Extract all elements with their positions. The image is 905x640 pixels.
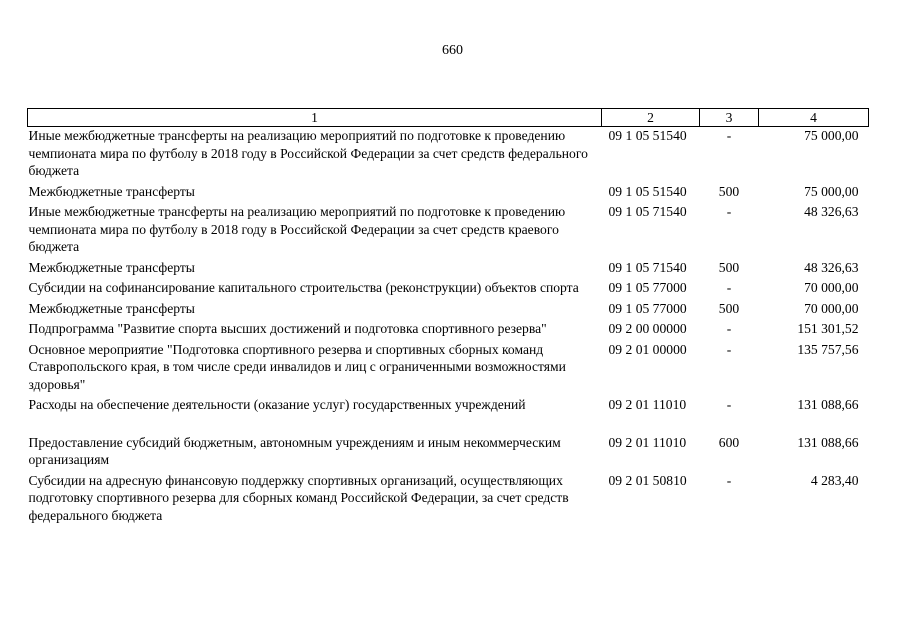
row-amount: 70 000,00 bbox=[804, 300, 859, 316]
row-amount: 135 757,56 bbox=[797, 341, 859, 357]
table-row bbox=[28, 183, 869, 204]
table-row bbox=[28, 203, 869, 259]
row-type: - bbox=[726, 321, 732, 336]
row-type: - bbox=[726, 472, 732, 488]
page-number: 660 bbox=[442, 43, 463, 58]
column-header-4: 4 bbox=[759, 109, 869, 127]
table-row bbox=[28, 127, 869, 183]
row-code: 09 2 01 11010 bbox=[608, 397, 687, 412]
row-amount: 75 000,00 bbox=[804, 183, 859, 199]
row-type: 500 bbox=[718, 183, 740, 199]
table-row bbox=[28, 320, 869, 341]
column-header-2: 2 bbox=[602, 109, 700, 127]
table-row bbox=[28, 396, 869, 434]
row-type: - bbox=[726, 204, 732, 219]
row-name: Предоставление субсидий бюджетным, автономным учреждениям и иным некоммерческим организациям bbox=[28, 434, 561, 467]
row-amount: 151 301,52 bbox=[797, 321, 859, 336]
table-row bbox=[28, 472, 869, 528]
column-header-3: 3 bbox=[700, 109, 759, 127]
row-type: - bbox=[726, 397, 732, 412]
row-name: Межбюджетные трансферты bbox=[28, 183, 195, 199]
table-row bbox=[28, 341, 869, 397]
row-code: 09 1 05 51540 bbox=[608, 183, 687, 199]
row-name: Межбюджетные трансферты bbox=[28, 259, 195, 275]
table-row bbox=[28, 259, 869, 280]
row-code: 09 1 05 71540 bbox=[608, 204, 687, 219]
row-amount: 75 000,00 bbox=[804, 128, 859, 143]
row-type: 500 bbox=[718, 300, 740, 316]
row-type: - bbox=[726, 341, 732, 357]
row-code: 09 1 05 51540 bbox=[608, 128, 687, 143]
table-row bbox=[28, 279, 869, 300]
table-header-row bbox=[28, 109, 869, 127]
row-amount: 4 283,40 bbox=[810, 472, 859, 488]
column-header-1: 1 bbox=[28, 109, 602, 127]
row-name: Субсидии на адресную финансовую поддержку спортивных организаций, осуществляющих подготовку спортивного резерва для сборных команд Российской Федерации, за счет средств федерального бюджета bbox=[28, 472, 569, 523]
row-code: 09 1 05 77000 bbox=[608, 300, 687, 316]
row-type: - bbox=[726, 280, 732, 295]
row-name: Межбюджетные трансферты bbox=[28, 300, 195, 316]
row-code: 09 2 01 00000 bbox=[608, 341, 687, 357]
row-code: 09 1 05 71540 bbox=[608, 259, 687, 275]
row-code: 09 2 01 11010 bbox=[608, 434, 687, 450]
row-name: Расходы на обеспечение деятельности (оказание услуг) государственных учреждений bbox=[28, 397, 526, 412]
table-row bbox=[28, 300, 869, 321]
row-amount: 48 326,63 bbox=[804, 204, 859, 219]
row-type: 500 bbox=[718, 259, 740, 275]
row-code: 09 1 05 77000 bbox=[608, 280, 687, 295]
row-amount: 131 088,66 bbox=[797, 397, 859, 412]
row-name: Основное мероприятие "Подготовка спортивного резерва и спортивных сборных команд Ставропольского края, в том числе среди инвалидов и лиц с ограниченными возможностями здоровья" bbox=[28, 341, 566, 392]
row-type: 600 bbox=[718, 434, 740, 450]
row-type: - bbox=[726, 128, 732, 143]
row-name: Иные межбюджетные трансферты на реализацию мероприятий по подготовке к проведению чемпионата мира по футболу в 2018 году в Российской Федерации за счет средств краевого бюджета bbox=[28, 204, 566, 254]
table-row bbox=[28, 434, 869, 472]
row-name: Подпрограмма "Развитие спорта высших достижений и подготовка спортивного резерва" bbox=[28, 321, 547, 336]
row-code: 09 2 01 50810 bbox=[608, 472, 687, 488]
row-name: Субсидии на софинансирование капитального строительства (реконструкции) объектов спорта bbox=[28, 280, 579, 295]
row-amount: 48 326,63 bbox=[804, 259, 859, 275]
row-amount: 131 088,66 bbox=[797, 434, 859, 450]
row-code: 09 2 00 00000 bbox=[608, 321, 687, 336]
budget-table bbox=[27, 108, 869, 527]
row-amount: 70 000,00 bbox=[804, 280, 859, 295]
row-name: Иные межбюджетные трансферты на реализацию мероприятий по подготовке к проведению чемпионата мира по футболу в 2018 году в Российской Федерации за счет средств федерального бюджета bbox=[28, 128, 588, 178]
